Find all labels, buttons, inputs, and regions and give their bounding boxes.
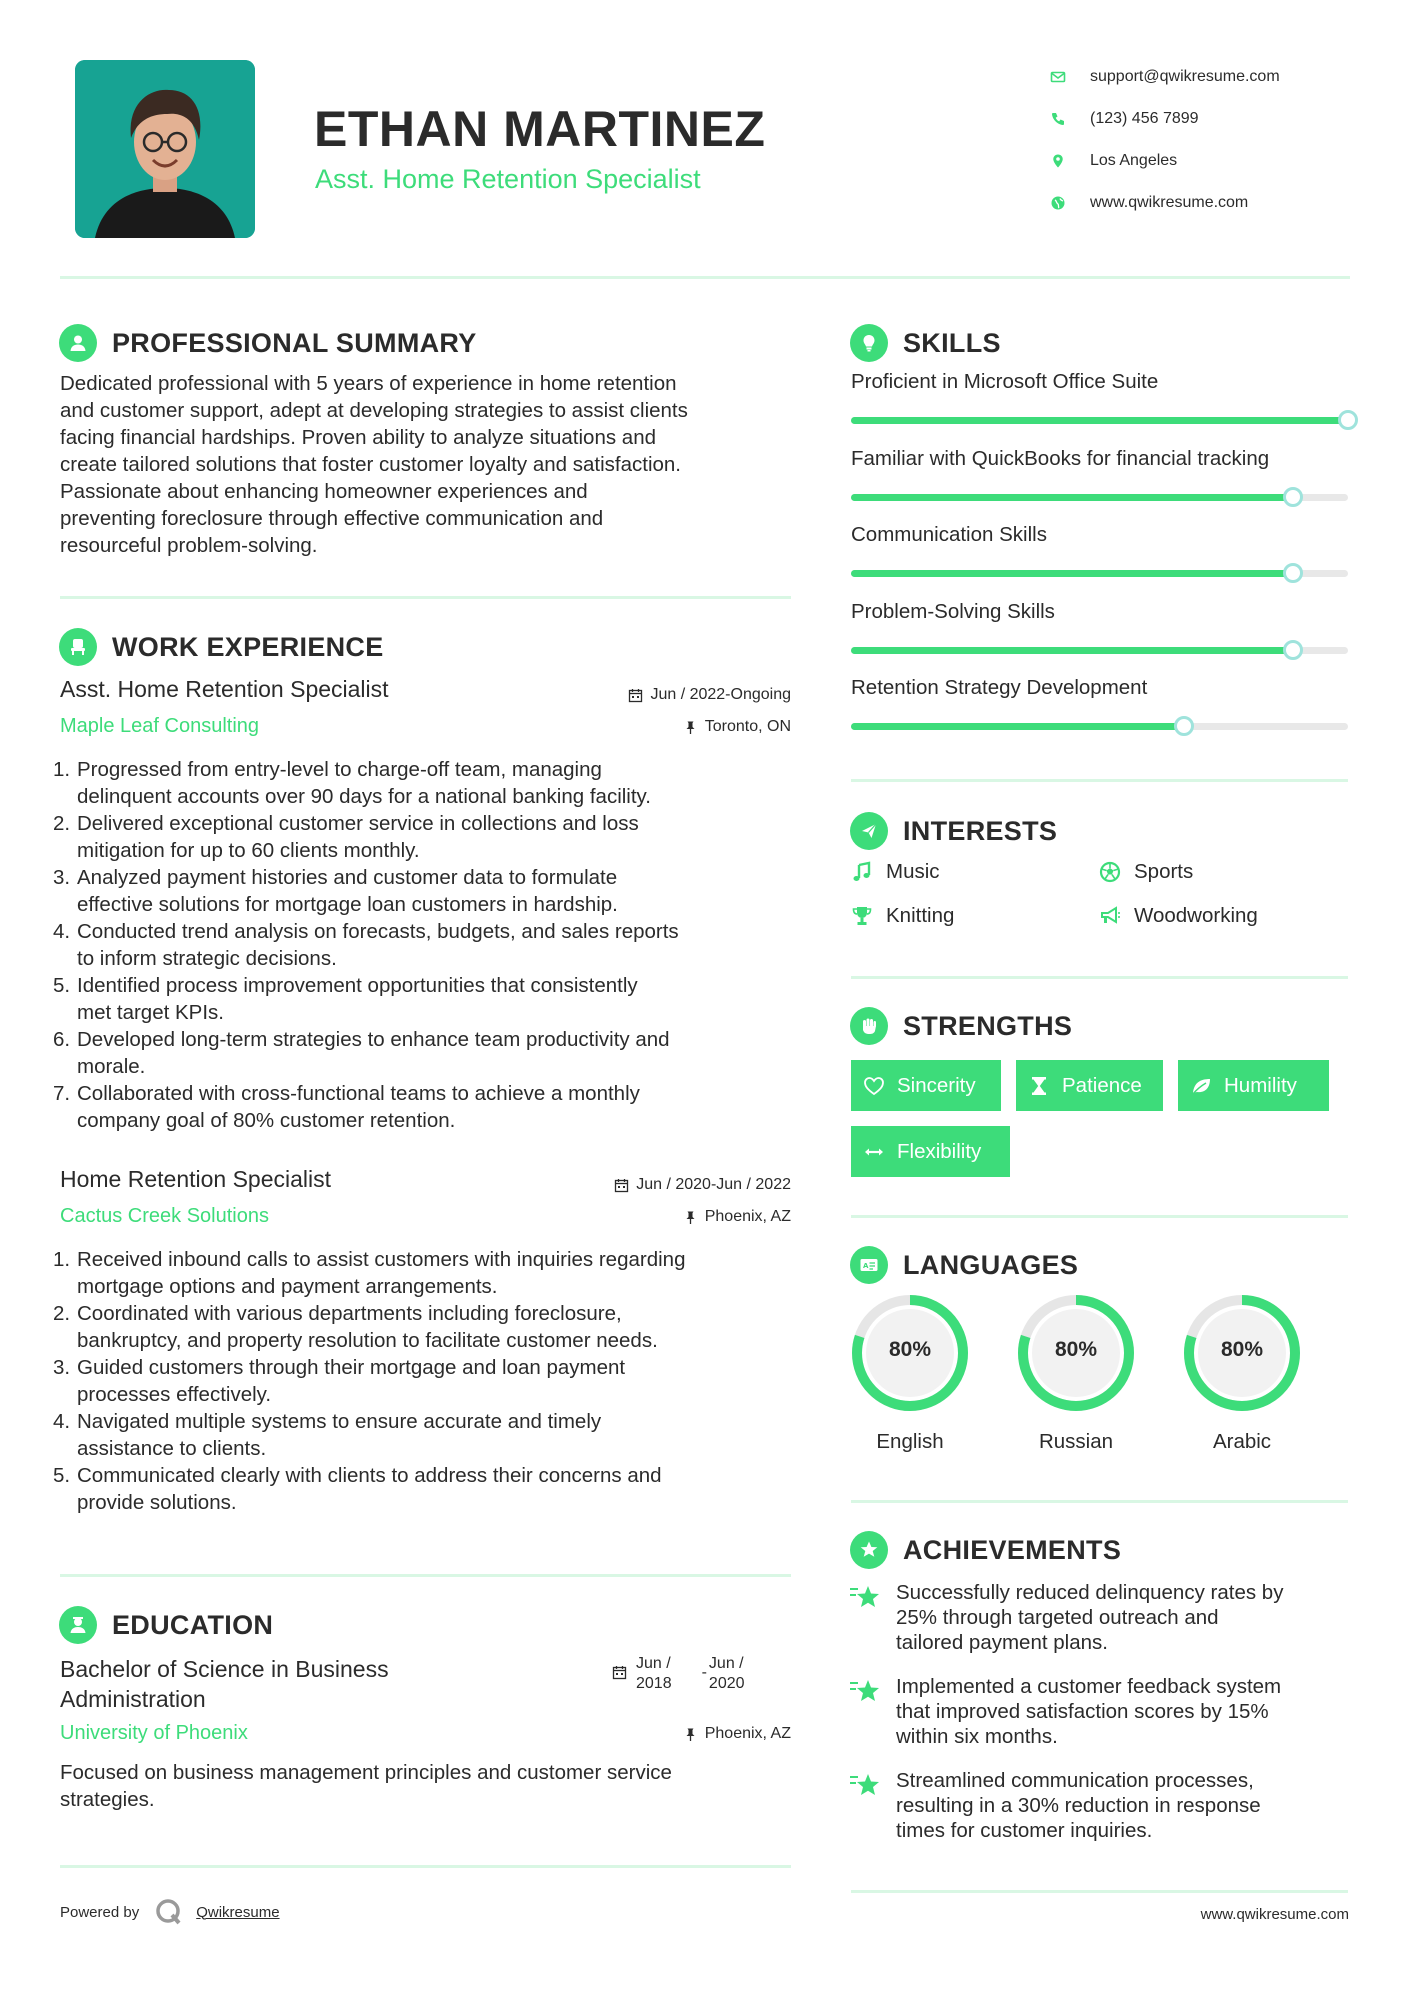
list-item: 1. Received inbound calls to assist customers with inquiries regarding mortgage options and payment arrangements. — [53, 1248, 686, 1298]
job-location — [683, 1208, 791, 1226]
experience-divider — [60, 1574, 791, 1577]
skill-label: Retention Strategy Development — [851, 676, 1148, 699]
school-name: University of Phoenix — [60, 1722, 248, 1744]
skill-bar-knob — [1283, 563, 1303, 583]
list-item: 7. Collaborated with cross-functional teams to achieve a monthly company goal of 80% customer retention. — [53, 1082, 640, 1132]
job-location-text: Toronto, ON — [704, 718, 791, 735]
achievement-line: Implemented a customer feedback system — [896, 1675, 1282, 1698]
language-percent: 80% — [888, 1338, 932, 1361]
interests-title: INTERESTS — [903, 815, 1058, 846]
achievement-text — [896, 1580, 1356, 1655]
education-end: Jun / 2020 — [708, 1655, 745, 1692]
list-item: 1. Progressed from entry-level to charge-off team, managing delinquent accounts over 90 days for a national banking facility. — [53, 758, 651, 808]
skill-label: Communication Skills — [851, 523, 1047, 546]
profile-photo — [75, 60, 255, 238]
skill-bar — [851, 570, 1348, 577]
list-item: 3. Guided customers through their mortgage and loan payment processes effectively. — [53, 1356, 626, 1406]
job-bullets — [53, 1246, 798, 1516]
experience-heading — [59, 628, 384, 666]
strength-badge: Flexibility — [851, 1126, 1010, 1177]
powered-by-link[interactable]: Qwikresume — [196, 1903, 280, 1921]
job-title: Asst. Home Retention Specialist — [60, 676, 389, 702]
paper-plane-icon — [850, 812, 888, 850]
skill-bar — [851, 417, 1348, 424]
contact-website-text: www.qwikresume.com — [1090, 194, 1249, 211]
summary-line: Dedicated professional with 5 years of experience in home retention — [60, 372, 677, 395]
summary-line: resourceful problem-solving. — [60, 534, 318, 557]
degree-title — [60, 1654, 389, 1714]
globe-icon — [1050, 195, 1090, 211]
list-item: 3. Analyzed payment histories and customer data to formulate effective solutions for mortgage loan customers in hardship. — [53, 866, 618, 916]
star-icon — [849, 1584, 881, 1612]
skill-bar-fill — [851, 647, 1293, 654]
job-bullets — [53, 756, 798, 1134]
contact-phone[interactable] — [1050, 98, 1380, 140]
skills-title: SKILLS — [903, 327, 1001, 358]
interests-divider — [851, 976, 1348, 979]
language-name: Russian — [1038, 1430, 1114, 1453]
degree-line: Administration — [60, 1686, 206, 1712]
star-icon — [849, 1678, 881, 1706]
language-name: English — [876, 1430, 944, 1453]
phone-icon — [1050, 111, 1090, 127]
strength-badge: Patience — [1016, 1060, 1163, 1111]
education-location-text: Phoenix, AZ — [704, 1725, 791, 1742]
skills-heading — [850, 324, 1001, 362]
strength-badge: Humility — [1178, 1060, 1329, 1111]
job-dates-text: Jun / 2020-Jun / 2022 — [636, 1176, 791, 1193]
interest-item: Music — [851, 860, 940, 884]
armchair-icon — [59, 628, 97, 666]
job-location-text: Phoenix, AZ — [704, 1208, 791, 1225]
lightbulb-icon — [850, 324, 888, 362]
summary-divider — [60, 596, 791, 599]
skill-bar-fill — [851, 494, 1293, 501]
language-card-icon — [850, 1246, 888, 1284]
strength-badge: Sincerity — [851, 1060, 1001, 1111]
contact-phone-text: (123) 456 7899 — [1090, 110, 1199, 127]
strengths-title: STRENGTHS — [903, 1010, 1073, 1041]
candidate-title: Asst. Home Retention Specialist — [315, 164, 701, 194]
skill-label: Proficient in Microsoft Office Suite — [851, 370, 1159, 393]
calendar-icon — [628, 688, 643, 703]
interest-item: Sports — [1099, 860, 1193, 884]
job-dates — [628, 686, 791, 704]
powered-by-label: Powered by — [60, 1903, 140, 1921]
music-icon — [851, 861, 873, 883]
achievement-line: 25% through targeted outreach and — [896, 1606, 1219, 1629]
leaf-icon — [1190, 1075, 1212, 1097]
contact-email[interactable] — [1050, 56, 1380, 98]
star-badge-icon — [850, 1531, 888, 1569]
skill-bar-fill — [851, 570, 1293, 577]
achievement-line: within six months. — [896, 1725, 1058, 1748]
list-item: 2. Coordinated with various departments including foreclosure, bankruptcy, and property resolution to facilitate customer needs. — [53, 1302, 658, 1352]
pin-icon — [683, 720, 698, 735]
list-item: 5. Identified process improvement opportunities that consistently met target KPIs. — [53, 974, 638, 1024]
language-percent: 80% — [1054, 1338, 1098, 1361]
skill-bar-fill — [851, 417, 1348, 424]
pin-icon — [683, 1727, 698, 1742]
interest-item: Woodworking — [1099, 904, 1258, 928]
list-item: 4. Conducted trend analysis on forecasts, budgets, and sales reports to inform strategic decisions. — [53, 920, 679, 970]
star-icon — [849, 1772, 881, 1800]
list-item: 4. Navigated multiple systems to ensure accurate and timely assistance to clients. — [53, 1410, 602, 1460]
languages-divider — [851, 1500, 1348, 1503]
mail-icon — [1050, 69, 1090, 85]
contact-list — [1050, 56, 1380, 224]
footer-url[interactable]: www.qwikresume.com — [1200, 1906, 1349, 1923]
education-date-sep: - — [701, 1664, 707, 1681]
degree-line: Bachelor of Science in Business — [60, 1656, 389, 1682]
graduate-icon — [59, 1606, 97, 1644]
trophy-icon — [851, 905, 873, 927]
list-item: 5. Communicated clearly with clients to address their concerns and provide solutions. — [53, 1464, 662, 1514]
job-company: Maple Leaf Consulting — [60, 715, 260, 737]
job-title: Home Retention Specialist — [60, 1166, 332, 1192]
education-dates — [612, 1654, 745, 1694]
skill-bar-knob — [1283, 640, 1303, 660]
megaphone-icon — [1099, 905, 1121, 927]
skill-bar — [851, 723, 1348, 730]
calendar-icon — [614, 1178, 629, 1193]
skill-bar — [851, 494, 1348, 501]
contact-location-text: Los Angeles — [1090, 152, 1178, 169]
language-name: Arabic — [1212, 1430, 1272, 1453]
achievements-title: ACHIEVEMENTS — [903, 1534, 1122, 1565]
list-item: 6. Developed long-term strategies to enhance team productivity and morale. — [53, 1028, 670, 1078]
skill-bar-knob — [1283, 487, 1303, 507]
svg-text:A: A — [863, 1262, 869, 1270]
summary-text — [60, 370, 800, 559]
location-icon — [1050, 153, 1090, 169]
soccer-ball-icon — [1099, 861, 1121, 883]
education-start: Jun / 2018 — [636, 1655, 672, 1692]
skills-divider — [851, 779, 1348, 782]
fist-icon — [850, 1007, 888, 1045]
languages-title: LANGUAGES — [903, 1249, 1079, 1280]
skill-bar-knob — [1338, 410, 1358, 430]
list-item: 2. Delivered exceptional customer service in collections and loss mitigation for up to 60 clients monthly. — [53, 812, 639, 862]
achievement-line: that improved satisfaction scores by 15% — [896, 1700, 1269, 1723]
achievement-text — [896, 1768, 1356, 1843]
education-heading — [59, 1606, 273, 1644]
achievement-line: Streamlined communication processes, — [896, 1769, 1254, 1792]
summary-line: facing financial hardships. Proven ability to analyze situations and — [60, 426, 656, 449]
summary-title: PROFESSIONAL SUMMARY — [112, 327, 477, 358]
achievement-line: resulting in a 30% reduction in response — [896, 1794, 1261, 1817]
achievements-heading — [850, 1531, 1121, 1569]
summary-line: and customer support, adept at developing strategies to assist clients — [60, 399, 688, 422]
education-location — [683, 1725, 791, 1743]
language-percent: 80% — [1220, 1338, 1264, 1361]
education-description: Focused on business management principles and customer service strategies. — [60, 1761, 672, 1811]
job-dates — [614, 1176, 791, 1194]
job-location — [683, 718, 791, 736]
calendar-icon — [612, 1665, 627, 1680]
strengths-heading — [850, 1007, 1072, 1045]
skill-bar — [851, 647, 1348, 654]
heart-icon — [863, 1075, 885, 1097]
powered-by — [60, 1897, 280, 1927]
skill-bar-knob — [1174, 716, 1194, 736]
skill-bar-fill — [851, 723, 1184, 730]
achievement-line: Successfully reduced delinquency rates by — [896, 1581, 1284, 1604]
achievement-text — [896, 1674, 1356, 1749]
achievement-line: times for customer inquiries. — [896, 1819, 1153, 1842]
achievement-line: tailored payment plans. — [896, 1631, 1108, 1654]
hourglass-icon — [1028, 1075, 1050, 1097]
languages-heading — [850, 1246, 1078, 1284]
arrows-horizontal-icon — [863, 1141, 885, 1163]
summary-line: preventing foreclosure through effective communication and — [60, 507, 604, 530]
job-dates-text: Jun / 2022-Ongoing — [650, 686, 791, 703]
header-divider — [60, 276, 1350, 279]
contact-website[interactable] — [1050, 182, 1380, 224]
interest-item: Knitting — [851, 904, 954, 928]
summary-heading — [59, 324, 477, 362]
summary-line: Passionate about enhancing homeowner experiences and — [60, 480, 588, 503]
experience-title: WORK EXPERIENCE — [112, 631, 384, 662]
qwikresume-logo-icon — [154, 1897, 184, 1927]
education-divider — [60, 1865, 791, 1868]
strengths-divider — [851, 1215, 1348, 1218]
education-title: EDUCATION — [112, 1609, 274, 1640]
summary-line: create tailored solutions that foster customer loyalty and satisfaction. — [60, 453, 682, 476]
interests-heading — [850, 812, 1057, 850]
job-company: Cactus Creek Solutions — [60, 1205, 269, 1227]
pin-icon — [683, 1210, 698, 1225]
contact-location — [1050, 140, 1380, 182]
skill-label: Familiar with QuickBooks for financial tracking — [851, 446, 1270, 470]
candidate-name: ETHAN MARTINEZ — [314, 101, 766, 157]
user-icon — [59, 324, 97, 362]
achievements-divider — [851, 1890, 1348, 1893]
contact-email-text: support@qwikresume.com — [1090, 68, 1280, 85]
skill-label: Problem-Solving Skills — [851, 599, 1055, 623]
